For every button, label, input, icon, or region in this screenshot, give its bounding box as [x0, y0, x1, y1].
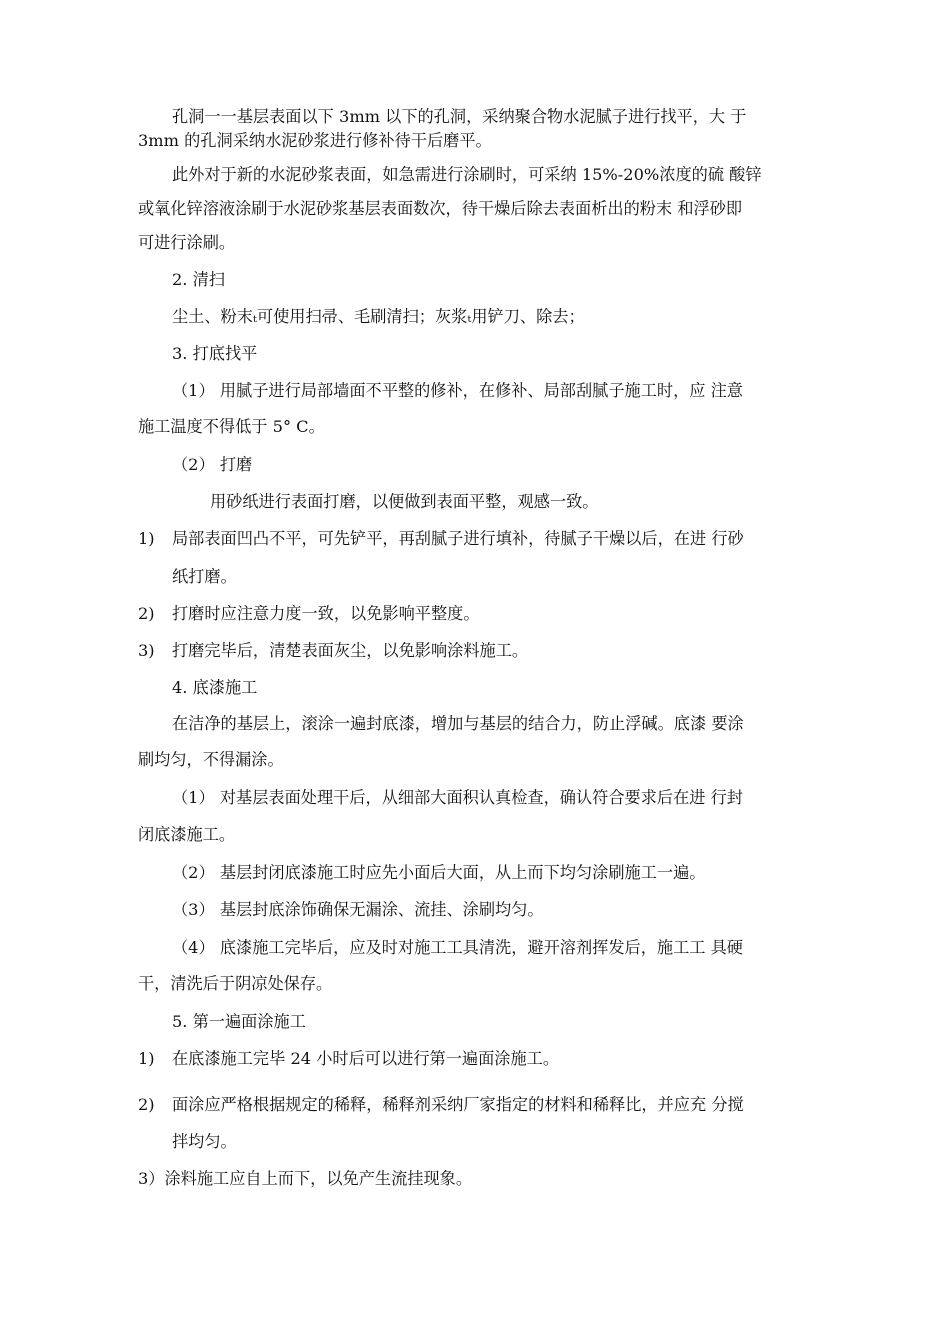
list-item-number: 1): [138, 1049, 155, 1068]
heading-first-coat: 5. 第一遍面涂施工: [172, 1012, 306, 1031]
paragraph-primer-line1: 在洁净的基层上，滚涂一遍封底漆，增加与基层的结合力，防止浮碱。底漆 要涂: [172, 714, 744, 733]
list-item-dilution-line1: 面涂应严格根据规定的稀释，稀释剂采纳厂家指定的材料和稀释比，并应充 分搅: [172, 1095, 744, 1114]
list-item-number: 2): [138, 604, 155, 623]
paragraph-new-mortar-line1: 此外对于新的水泥砂浆表面，如急需进行涂刷时，可采纳 15%-20%浓度的硫 酸锌: [172, 165, 762, 184]
subsection-sanding: （2） 打磨: [172, 455, 253, 474]
list-item-24-hours: 在底漆施工完毕 24 小时后可以进行第一遍面涂施工。: [172, 1049, 560, 1068]
list-item-number: 3): [138, 641, 155, 660]
subsection-sealing-quality: （3） 基层封底涂饰确保无漏涂、流挂、涂刷均匀。: [172, 900, 544, 919]
paragraph-sanding: 用砂纸进行表面打磨，以便做到表面平整，观感一致。: [210, 492, 599, 511]
list-item-number: 2): [138, 1095, 155, 1114]
subsection-inspection-line1: （1） 对基层表面处理干后，从细部大面积认真检查，确认符合要求后在进 行封: [172, 788, 743, 807]
subsection-putty-repair-line2: 施工温度不得低于 5° C。: [138, 417, 325, 436]
heading-leveling: 3. 打底找平: [172, 344, 258, 363]
subsection-tool-cleaning-line1: （4） 底漆施工完毕后，应及时对施工工具清洗，避开溶剂挥发后，施工工 具硬: [172, 938, 743, 957]
paragraph-holes-line1: 孔洞一一基层表面以下 3mm 以下的孔洞，采纳聚合物水泥腻子进行找平，大 于: [172, 107, 747, 126]
heading-cleaning: 2. 清扫: [172, 270, 225, 289]
list-item-dilution-line2: 拌均匀。: [172, 1132, 237, 1151]
paragraph-new-mortar-line2: 或氧化锌溶液涂刷于水泥砂浆基层表面数次，待干燥后除去表面析出的粉末 和浮砂即: [138, 199, 743, 218]
list-item-uneven-line1: 局部表面凹凸不平，可先铲平，再刮腻子进行填补，待腻子干燥以后，在进 行砂: [172, 529, 744, 548]
paragraph-holes-line2: 3mm 的孔洞采纳水泥砂浆进行修补待干后磨平。: [138, 131, 492, 150]
paragraph-primer-line2: 刷均匀，不得漏涂。: [138, 750, 284, 769]
paragraph-new-mortar-line3: 可进行涂刷。: [138, 233, 236, 252]
list-item-uneven-line2: 纸打磨。: [172, 567, 237, 586]
subsection-tool-cleaning-line2: 干，清洗后于阴凉处保存。: [138, 974, 333, 993]
list-item-top-down: 3）涂料施工应自上而下，以免产生流挂现象。: [138, 1169, 473, 1188]
subsection-putty-repair-line1: （1） 用腻子进行局部墙面不平整的修补，在修补、局部刮腻子施工时，应 注意: [172, 381, 743, 400]
list-item-number: 1): [138, 529, 155, 548]
paragraph-cleaning: 尘土、粉末ₜ可使用扫帚、毛刷清扫；灰浆ₜ用铲刀、除去；: [172, 307, 585, 326]
subsection-inspection-line2: 闭底漆施工。: [138, 825, 236, 844]
heading-primer: 4. 底漆施工: [172, 678, 258, 697]
list-item-force: 打磨时应注意力度一致，以免影响平整度。: [172, 604, 480, 623]
list-item-dust: 打磨完毕后，清楚表面灰尘，以免影响涂料施工。: [172, 641, 529, 660]
subsection-sealing-order: （2） 基层封闭底漆施工时应先小面后大面，从上而下均匀涂刷施工一遍。: [172, 863, 706, 882]
